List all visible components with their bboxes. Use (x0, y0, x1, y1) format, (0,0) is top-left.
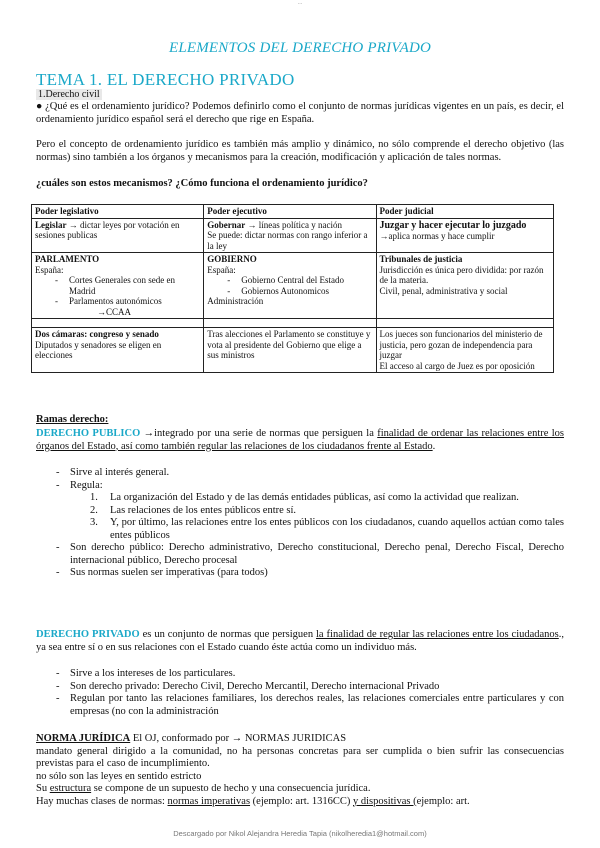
ramas-title: Ramas derecho: (36, 414, 109, 425)
norma-line-1: mandato general dirigido a la comunidad, no ha personas concretas para ser cumplida o bien sufrir las consecuencias previstas para el caso de incumplimiento. (36, 745, 564, 769)
top-mark: ... (297, 0, 303, 6)
privado-text: es un conjunto de normas que persiguen (139, 629, 317, 640)
juzgar-text: →aplica normas y hace cumplir (379, 231, 495, 241)
list-item: - Sirve a los intereses de los particulares. (36, 668, 564, 681)
norma-intro: El OJ, conformado por → NORMAS JURIDICAS (130, 733, 347, 744)
publico-paragraph (36, 428, 564, 453)
parlamento-list (35, 275, 200, 307)
list-item: - Sus normas suelen ser imperativas (para todos) (36, 567, 564, 580)
intro-paragraph-1: ● ¿Qué es el ordenamiento jurídico? Podemos definirlo como el conjunto de normas jurídicas vigentes en un país, es decir, el ordenamiento jurídico español será el derecho que rige en España. (36, 101, 564, 125)
gobernar-text: → líneas política y nación (247, 219, 342, 230)
table-header-row (32, 205, 554, 219)
list-item: - Sirve al interés general. (36, 467, 564, 480)
cell-legislar (32, 218, 204, 253)
camaras-label: Dos cámaras: congreso y senado (35, 329, 159, 339)
document-title: ELEMENTOS DEL DERECHO PRIVADO (168, 40, 432, 56)
list-number: 2. (90, 504, 98, 516)
list-item: - Parlamentos autonómicos (35, 296, 200, 307)
list-item: 2. Las relaciones de los entes públicos entre sí. (90, 504, 297, 516)
jueces-text: Los jueces son funcionarios del ministerio de justicia, pero gozan de independencia para juzgar (379, 329, 543, 360)
jueces-text-2: El acceso al cargo de Juez es por oposición (379, 360, 535, 371)
header-judicial: Poder judicial (376, 205, 554, 219)
tribunales-text: Jurisdicción es única pero dividida: por razón de la materia. (379, 264, 544, 285)
cell-camaras (32, 328, 204, 373)
publico-label: DERECHO PUBLICO (36, 428, 141, 439)
cell-juzgar (376, 218, 554, 253)
list-item: - Gobierno Central del Estado (207, 275, 372, 286)
list-item: - Regula: (36, 480, 564, 493)
list-item: - Son derecho privado: Derecho Civil, Derecho Mercantil, Derecho internacional Privado (36, 681, 564, 694)
publico-end: . (432, 440, 436, 452)
gobierno-line: España: (207, 264, 236, 275)
header-legislativo: Poder legislativo (32, 205, 204, 219)
tribunales-title: Tribunales de justicia (379, 254, 463, 264)
regula-list (36, 492, 564, 542)
cell-gobernar (204, 218, 376, 253)
cell-parlamento (32, 253, 204, 319)
intro-question: ¿cuáles son estos mecanismos? ¿Cómo funciona el ordenamiento jurídico? (36, 178, 368, 189)
cell-gobierno (204, 253, 376, 319)
list-number: 1. (90, 492, 98, 503)
norma-section (36, 733, 564, 808)
privado-paragraph (36, 629, 564, 654)
cell-elecciones (204, 328, 376, 373)
table-row (32, 218, 554, 253)
download-footer: Descargado por Nikol Alejandra Heredia Tapia (nikolheredia1@hotmail.com) (173, 829, 427, 838)
header-ejecutivo: Poder ejecutivo (204, 205, 376, 219)
juzgar-label: Juzgar y hacer ejecutar lo juzgado (379, 219, 527, 231)
intro-paragraph-2: Pero el concepto de ordenamiento jurídico es también más amplio y dinámico, no sólo comprende el derecho objetivo (las normas) sino también a los órganos y mecanismos para la creación, modificación y aplicación de tales normas. (36, 139, 564, 163)
gobierno-tail: Administración (207, 296, 264, 306)
parlamento-line: España: (35, 264, 64, 275)
cell-jueces (376, 328, 554, 373)
cell-tribunales (376, 253, 554, 319)
table-row (32, 253, 554, 319)
tribunales-text-2: Civil, penal, administrativa y social (379, 285, 508, 296)
publico-text: →integrado por una serie de normas que persiguen la (140, 428, 378, 439)
parlamento-title: PARLAMENTO (35, 254, 100, 264)
norma-heading (36, 733, 564, 746)
gobernar-label: Gobernar (207, 219, 246, 230)
publico-bullets (36, 467, 564, 580)
privado-bullets (36, 668, 564, 718)
list-item: 3. Y, por último, las relaciones entre los entes públicos con los ciudadanos, cuando aquellos actúan como tales entes públicos (90, 517, 564, 541)
norma-line-2: no sólo son las leyes en sentido estricto (36, 770, 202, 782)
gobernar-text-2: Se puede: dictar normas con rango inferior a la ley (207, 230, 368, 251)
gobierno-list (207, 275, 372, 296)
camaras-text: Diputados y senadores se eligen en elecciones (35, 339, 162, 360)
table-row (32, 328, 554, 373)
list-item: 1. La organización del Estado y de las demás entidades públicas, así como la actividad que realizan. (90, 492, 519, 503)
list-item: - Cortes Generales con sede en Madrid (35, 275, 200, 296)
norma-line-3: Su estructura se compone de un supuesto de hecho y una consecuencia jurídica. (36, 783, 371, 794)
privado-underline: la finalidad de regular las relaciones entre los ciudadanos (316, 629, 559, 640)
powers-table (31, 204, 554, 373)
table-gap-row (32, 319, 554, 328)
parlamento-arrow: →CCAA (97, 306, 132, 317)
list-item: - Gobiernos Autonomicos (207, 286, 372, 297)
privado-label: DERECHO PRIVADO (36, 629, 140, 640)
list-item: - Regulan por tanto las relaciones familiares, los derechos reales, las relaciones comerciales entre particulares y con empresas (no con la administración (36, 693, 564, 718)
privado-end: ., ya sea entre sí o en sus relaciones con el Estado cuando éste actúa como un individuo más. (36, 629, 565, 653)
publico-underline: finalidad de ordenar las relaciones entre los órganos del Estado, así como también regular las relaciones de los ciudadanos frente al Estado (36, 428, 564, 452)
list-number: 3. (90, 517, 98, 528)
legislar-text: → dictar leyes por votación en sesiones publicas (35, 219, 180, 240)
section-subtitle: 1.Derecho civil (38, 89, 100, 100)
gobierno-title: GOBIERNO (207, 254, 257, 264)
tema-title: TEMA 1. EL DERECHO PRIVADO (36, 70, 295, 89)
elecciones-text: Tras alecciones el Parlamento se constituye y vota al presidente del Gobierno que elige a sus ministros (207, 329, 371, 360)
legislar-label: Legislar (35, 219, 67, 230)
norma-label: NORMA JURÍDICA (36, 733, 131, 744)
norma-line-4: Hay muchas clases de normas: normas imperativas (ejemplo: art. 1316CC) y dispositivas (ejemplo: art. (36, 795, 470, 807)
list-item: - Son derecho público: Derecho administrativo, Derecho constitucional, Derecho penal, Derecho Fiscal, Derecho internacional público, Derecho procesal (36, 542, 564, 567)
